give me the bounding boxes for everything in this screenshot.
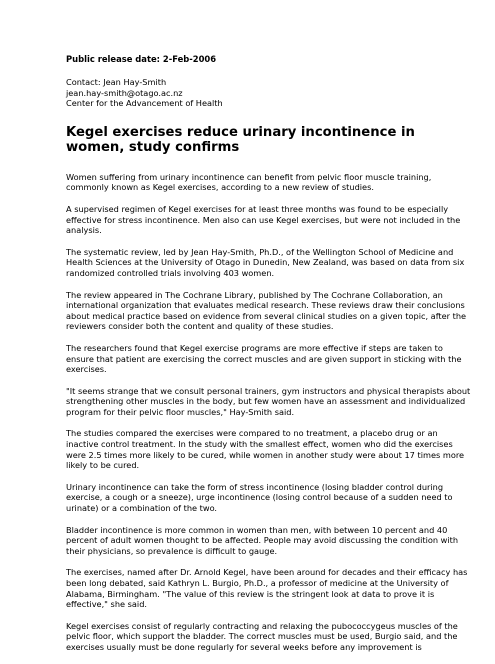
article-paragraph-10: The exercises, named after Dr. Arnold Kegel, have been around for decades and their efficacy has been long debated, said Kathryn L. Burgio, Ph.D., a professor of medicine at the University of Alabama, Birmingham. "The value of this review is the stringent look at data to prove it is effective," she said. — [66, 567, 468, 610]
article-paragraph-5: The researchers found that Kegel exercise programs are more effective if steps are taken to ensure that patient are exercising the correct muscles and are given support in sticking with the exercises. — [66, 342, 462, 375]
article-paragraph-7: The studies compared the exercises were compared to no treatment, a placebo drug or an inactive control treatment. In the study with the smallest effect, women who did the exercises were 2.5 times more likely to be cured, while women in another study were about 17 times more likely to be cured. — [66, 428, 465, 471]
article-paragraph-6: "It seems strange that we consult personal trainers, gym instructors and physical therapists about strengthening other muscles in the body, but few women have an assessment and individualized program for their pelvic floor muscles," Hay-Smith said. — [66, 385, 471, 417]
article-paragraph-9: Bladder incontinence is more common in women than men, with between 10 percent and 40 percent of adult women thought to be affected. People may avoid discussing the condition with their physicians, so prevalence is difficult to gauge. — [66, 524, 459, 556]
contact-organization: Center for the Advancement of Health — [66, 98, 223, 109]
contact-block — [66, 77, 471, 109]
article-paragraph-3: The systematic review, led by Jean Hay-Smith, Ph.D., of the Wellington School of Medicine and Health Sciences at the University of Otago in Dunedin, New Zealand, was based on data from six randomized controlled trials involving 403 women. — [66, 246, 465, 278]
article-paragraph-8: Urinary incontinence can take the form of stress incontinence (losing bladder control during exercise, a cough or a sneeze), urge incontinence (losing control because of a sudden need to urinate) or a combination of the two. — [66, 481, 453, 514]
article-paragraph-11: Kegel exercises consist of regularly contracting and relaxing the pubococcygeus muscles of the pelvic floor, which support the bladder. The correct muscles must be used, Burgio said, and the exercises usually must be done regularly for several weeks before any improvement is — [66, 620, 458, 652]
article-body — [66, 172, 471, 653]
article-paragraph-2: A supervised regimen of Kegel exercises for at least three months was found to be especially effective for stress incontinence. Men also can use Kegel exercises, but were not included in the analysis. — [66, 203, 461, 236]
contact-email: jean.hay-smith@otago.ac.nz — [66, 87, 183, 98]
article-paragraph-1: Women suffering from urinary incontinence can benefit from pelvic floor muscle training, commonly known as Kegel exercises, according to a new review of studies. — [66, 171, 432, 193]
contact-name: Contact: Jean Hay-Smith — [66, 77, 167, 87]
press-release-page — [66, 54, 471, 664]
article-headline: Kegel exercises reduce urinary incontinence in women, study confirms — [66, 124, 415, 156]
article-paragraph-4: The review appeared in The Cochrane Library, published by The Cochrane Collaboration, an international organization that evaluates medical research. These reviews draw their conclusions about medical practice based on evidence from several clinical studies on a given topic, after the reviewers consider both the content and quality of these studies. — [66, 289, 467, 332]
release-date: Public release date: 2-Feb-2006 — [66, 54, 217, 64]
